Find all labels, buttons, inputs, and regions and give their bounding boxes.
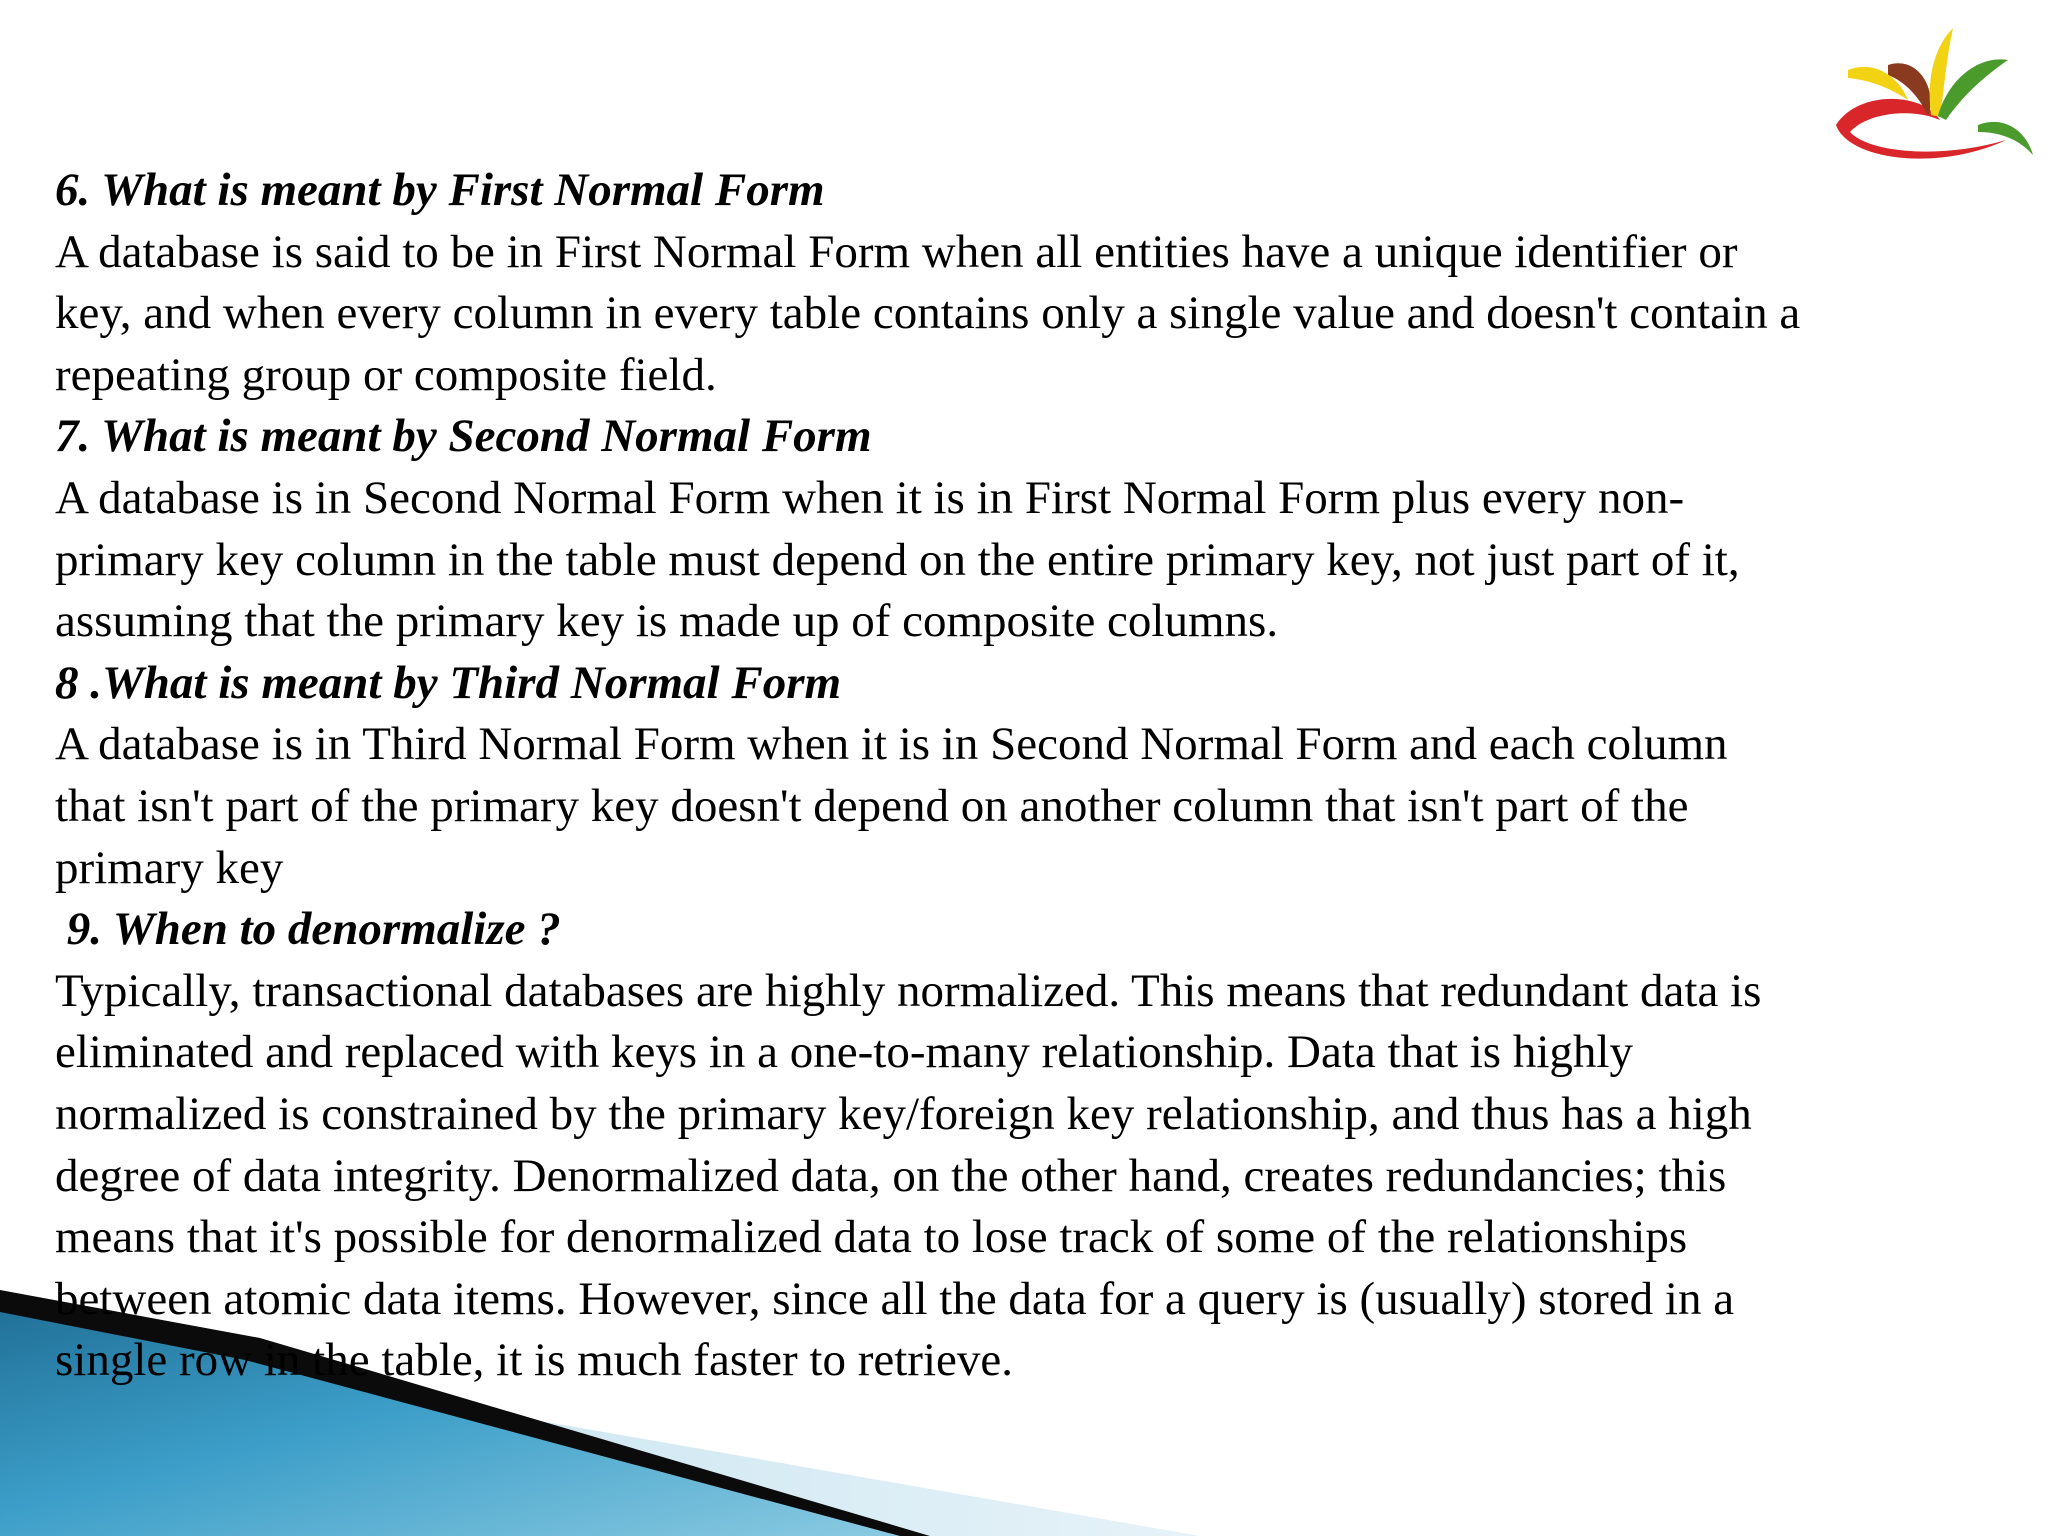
answer-9-line-7: single row in the table, it is much faster to retrieve.: [55, 1334, 1013, 1387]
answer-6-line-1: A database is said to be in First Normal Form when all entities have a unique identifier or: [55, 225, 1738, 278]
answer-9-line-2: eliminated and replaced with keys in a one-to-many relationship. Data that is highly: [55, 1026, 1633, 1079]
answer-9-line-4: degree of data integrity. Denormalized data, on the other hand, creates redundancies; this: [55, 1149, 1727, 1202]
question-7-heading: 7. What is meant by Second Normal Form: [55, 410, 872, 463]
answer-9-line-3: normalized is constrained by the primary key/foreign key relationship, and thus has a high: [55, 1087, 1752, 1140]
slide-content: [55, 160, 2005, 1392]
question-8-heading: 8 .What is meant by Third Normal Form: [55, 656, 842, 709]
answer-7-line-2: primary key column in the table must depend on the entire primary key, not just part of it,: [55, 533, 1740, 586]
answer-9-line-5: means that it's possible for denormalized data to lose track of some of the relationships: [55, 1211, 1688, 1264]
answer-7-line-1: A database is in Second Normal Form when it is in First Normal Form plus every non-: [55, 471, 1685, 524]
answer-9-line-6: between atomic data items. However, since all the data for a query is (usually) stored in a: [55, 1272, 1735, 1325]
question-9-heading: 9. When to denormalize ?: [55, 903, 561, 956]
answer-8-line-1: A database is in Third Normal Form when it is in Second Normal Form and each column: [55, 718, 1728, 771]
lotus-logo-icon: [1828, 20, 2038, 180]
answer-8-line-2: that isn't part of the primary key doesn't depend on another column that isn't part of the: [55, 779, 1689, 832]
question-6-heading: 6. What is meant by First Normal Form: [55, 164, 825, 216]
answer-7-line-3: assuming that the primary key is made up of composite columns.: [55, 595, 1279, 648]
answer-6-line-2: key, and when every column in every table contains only a single value and doesn't contain a: [55, 287, 1801, 340]
answer-9-line-1: Typically, transactional databases are highly normalized. This means that redundant data is: [55, 964, 1762, 1017]
answer-8-line-3: primary key: [55, 841, 284, 894]
answer-6-line-3: repeating group or composite field.: [55, 348, 717, 401]
